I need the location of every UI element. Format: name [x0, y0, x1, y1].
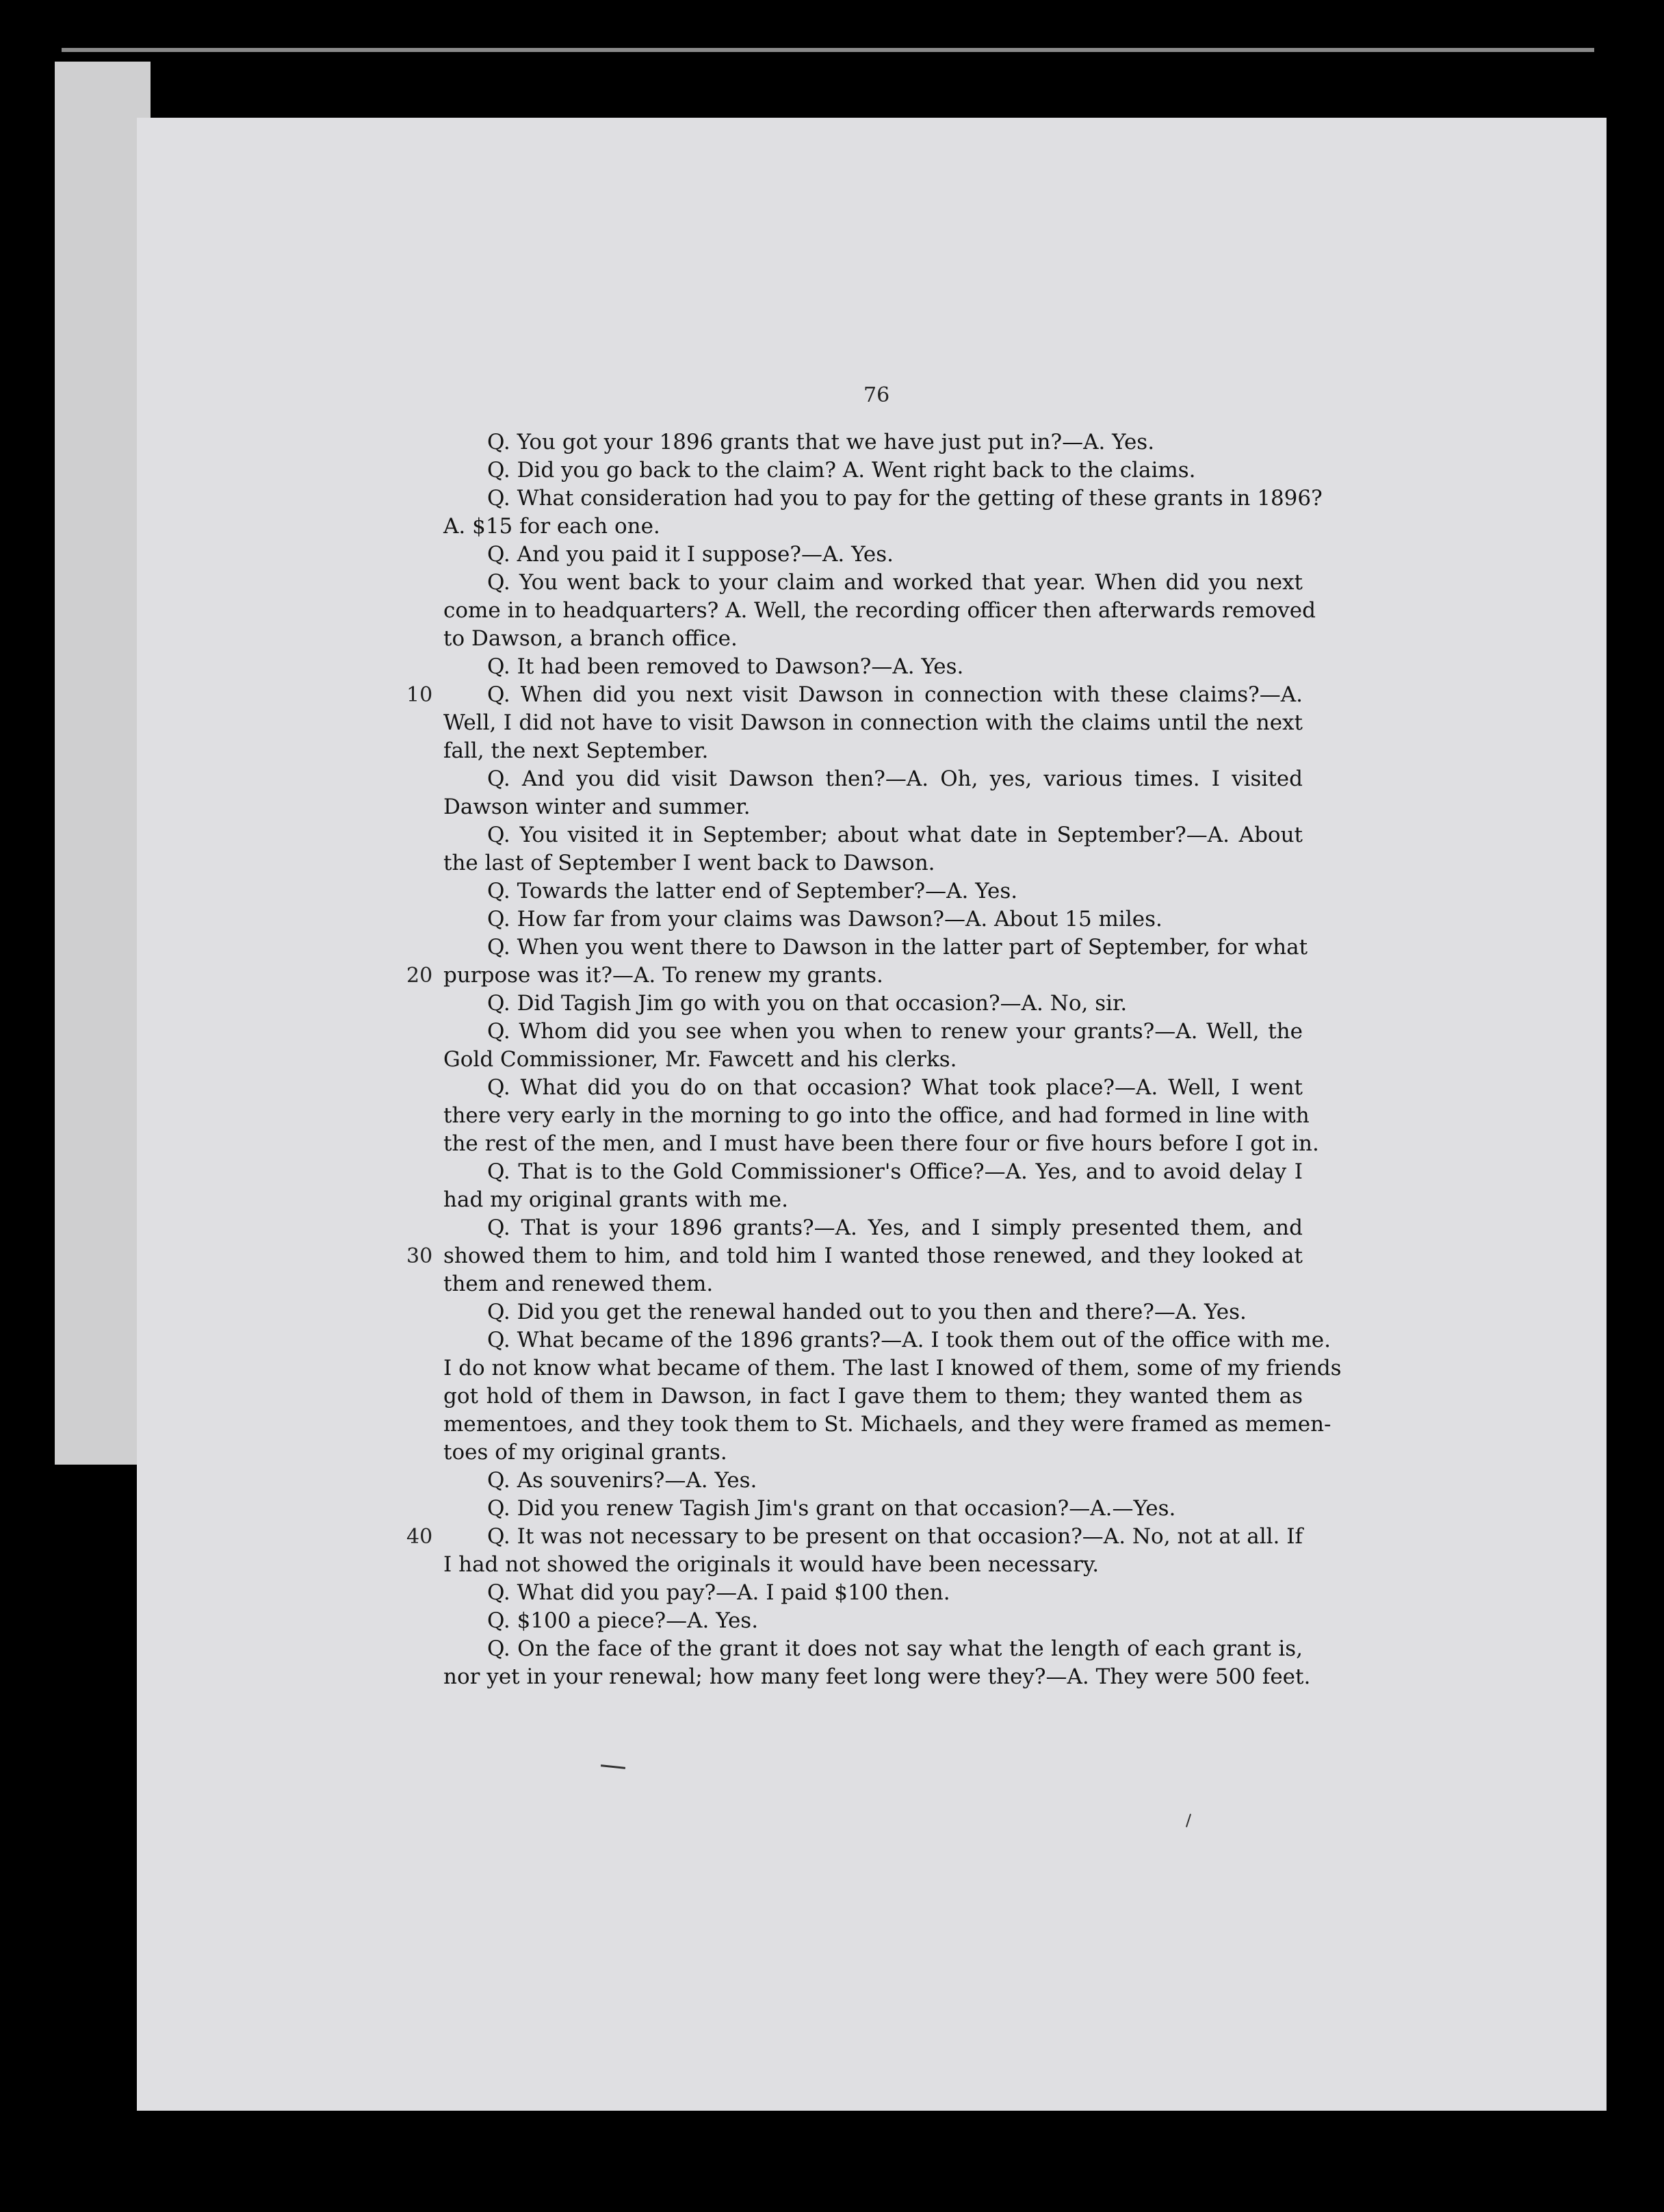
transcript-body	[406, 428, 1342, 1691]
line-text: Q. What consideration had you to pay for the getting of these grants in 1896?	[487, 486, 1323, 511]
transcript-line	[443, 793, 1303, 821]
transcript-line	[443, 821, 1303, 849]
line-text: I had not showed the originals it would have been necessary.	[443, 1552, 1100, 1577]
line-text: Q. When you went there to Dawson in the latter part of September, for what	[487, 935, 1308, 960]
line-text: mementoes, and they took them to St. Michaels, and they were framed as memen-	[443, 1412, 1331, 1437]
line-text: to Dawson, a branch office.	[443, 626, 738, 651]
transcript-line	[443, 513, 1303, 541]
transcript-line	[406, 681, 1303, 709]
transcript-line	[443, 1439, 1303, 1467]
line-text: Q. Towards the latter end of September?—A. Yes.	[487, 879, 1018, 903]
transcript-line	[443, 1551, 1303, 1579]
line-text: the last of September I went back to Dawson.	[443, 851, 935, 875]
transcript-line	[443, 1495, 1303, 1523]
line-text: there very early in the morning to go into the office, and had formed in line with	[443, 1103, 1310, 1128]
transcript-line	[443, 541, 1303, 569]
transcript-line	[443, 625, 1303, 653]
transcript-line	[443, 709, 1303, 737]
transcript-line	[443, 1270, 1303, 1298]
line-text: come in to headquarters? A. Well, the recording officer then afterwards removed	[443, 598, 1316, 623]
line-text: Q. As souvenirs?—A. Yes.	[487, 1468, 757, 1493]
line-text: Q. $100 a piece?—A. Yes.	[487, 1608, 759, 1633]
line-text: purpose was it?—A. To renew my grants.	[443, 963, 883, 988]
line-text: Gold Commissioner, Mr. Fawcett and his clerks.	[443, 1047, 957, 1072]
line-text: Q. And you did visit Dawson then?—A. Oh, yes, various times. I visited	[487, 767, 1303, 791]
page-number: 76	[863, 383, 890, 407]
line-text: Q. Did you renew Tagish Jim's grant on that occasion?—A.—Yes.	[487, 1496, 1176, 1521]
transcript-line	[443, 1467, 1303, 1495]
transcript-line	[443, 569, 1303, 597]
transcript-line	[443, 1635, 1303, 1663]
line-text: Q. And you paid it I suppose?—A. Yes.	[487, 542, 894, 567]
line-text: Dawson winter and summer.	[443, 795, 751, 819]
transcript-line	[443, 597, 1316, 625]
transcript-line	[443, 765, 1303, 793]
transcript-line	[443, 849, 1303, 877]
transcript-line	[443, 737, 1303, 765]
line-text: Q. Whom did you see when you when to renew your grants?—A. Well, the	[487, 1019, 1303, 1044]
margin-line-number: 10	[406, 683, 433, 707]
margin-line-number: 20	[406, 964, 433, 988]
line-text: Q. Did Tagish Jim go with you on that occasion?—A. No, sir.	[487, 991, 1128, 1016]
transcript-line	[443, 1382, 1303, 1411]
transcript-line	[443, 1074, 1303, 1102]
line-text: Q. What did you do on that occasion? What took place?—A. Well, I went	[487, 1075, 1303, 1100]
transcript-line	[443, 456, 1303, 485]
line-text: Q. On the face of the grant it does not say what the length of each grant is,	[487, 1636, 1303, 1661]
line-text: A. $15 for each one.	[443, 514, 660, 539]
underlying-page-edge	[55, 62, 151, 1465]
transcript-line	[443, 653, 1303, 681]
transcript-line	[443, 428, 1303, 456]
transcript-line	[443, 1046, 1303, 1074]
transcript-line	[443, 1663, 1311, 1691]
transcript-line	[443, 877, 1303, 905]
line-text: Q. That is to the Gold Commissioner's Office?—A. Yes, and to avoid delay I	[487, 1159, 1303, 1184]
margin-line-number: 40	[406, 1525, 433, 1549]
line-text: showed them to him, and told him I wanted those renewed, and they looked at	[443, 1244, 1303, 1268]
transcript-line	[443, 1579, 1303, 1607]
line-text: Q. How far from your claims was Dawson?—A. About 15 miles.	[487, 907, 1162, 931]
line-text: got hold of them in Dawson, in fact I gave them to them; they wanted them as	[443, 1384, 1303, 1409]
transcript-line	[443, 1298, 1303, 1326]
line-text: Q. What did you pay?—A. I paid $100 then.	[487, 1580, 950, 1605]
transcript-line	[443, 1102, 1310, 1130]
transcript-line	[406, 962, 1303, 990]
line-text: Q. Did you go back to the claim? A. Went right back to the claims.	[487, 458, 1196, 483]
transcript-line	[443, 1214, 1303, 1242]
film-frame-edge	[62, 48, 1594, 52]
line-text: Q. What became of the 1896 grants?—A. I took them out of the office with me.	[487, 1328, 1331, 1352]
line-text: Q. You went back to your claim and worked that year. When did you next	[487, 570, 1303, 595]
transcript-line	[443, 1130, 1319, 1158]
transcript-line	[443, 485, 1323, 513]
transcript-line	[406, 1523, 1303, 1551]
line-text: nor yet in your renewal; how many feet long were they?—A. They were 500 feet.	[443, 1664, 1311, 1689]
line-text: Q. Did you get the renewal handed out to you then and there?—A. Yes.	[487, 1300, 1247, 1324]
line-text: Q. You got your 1896 grants that we have just put in?—A. Yes.	[487, 430, 1155, 454]
line-text: Q. That is your 1896 grants?—A. Yes, and I simply presented them, and	[487, 1216, 1303, 1240]
transcript-line	[443, 934, 1308, 962]
line-text: Well, I did not have to visit Dawson in connection with the claims until the next	[443, 710, 1303, 735]
margin-line-number: 30	[406, 1244, 433, 1268]
transcript-line	[443, 1354, 1342, 1382]
transcript-line	[443, 1018, 1303, 1046]
transcript-line	[443, 1186, 1303, 1214]
line-text: fall, the next September.	[443, 738, 709, 763]
line-text: them and renewed them.	[443, 1272, 714, 1296]
transcript-line	[443, 1158, 1303, 1186]
transcript-line	[406, 1242, 1303, 1270]
line-text: had my original grants with me.	[443, 1187, 788, 1212]
line-text: Q. It was not necessary to be present on that occasion?—A. No, not at all. If	[487, 1524, 1303, 1549]
line-text: Q. You visited it in September; about what date in September?—A. About	[487, 823, 1303, 847]
transcript-line	[443, 1411, 1331, 1439]
transcript-line	[443, 1607, 1303, 1635]
line-text: toes of my original grants.	[443, 1440, 727, 1465]
transcript-line	[443, 1326, 1331, 1354]
line-text: the rest of the men, and I must have been there four or five hours before I got in.	[443, 1131, 1319, 1156]
transcript-line	[443, 905, 1303, 934]
line-text: I do not know what became of them. The last I knowed of them, some of my friends	[443, 1356, 1342, 1380]
line-text: Q. When did you next visit Dawson in connection with these claims?—A.	[487, 682, 1303, 707]
transcript-line	[443, 990, 1303, 1018]
line-text: Q. It had been removed to Dawson?—A. Yes.	[487, 654, 964, 679]
